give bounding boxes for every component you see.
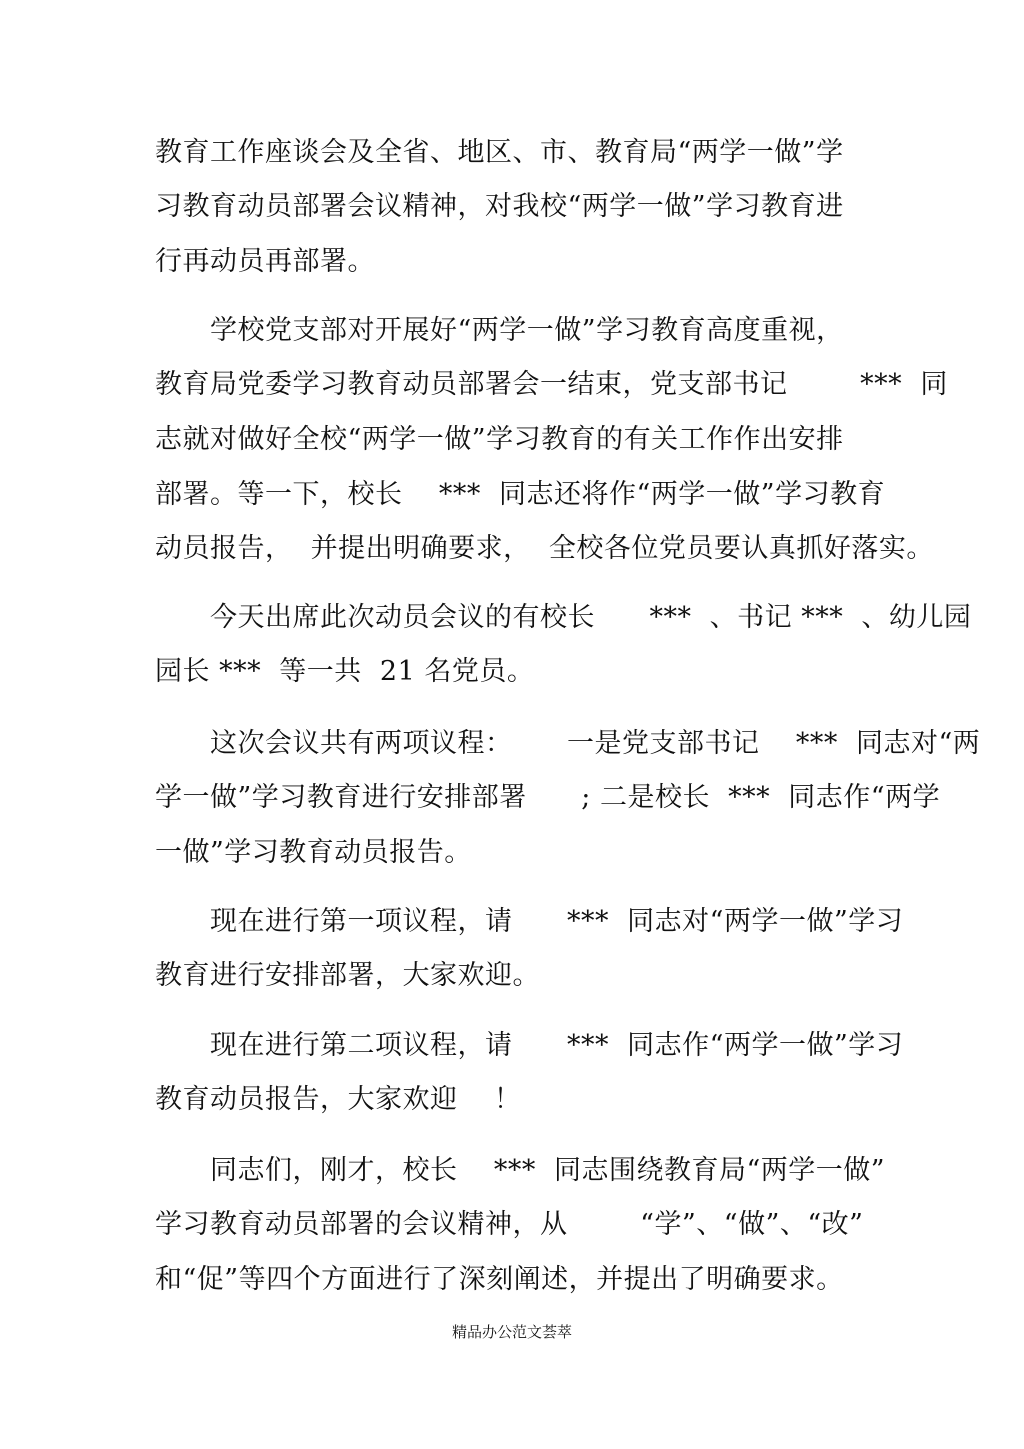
text-line: 这次会议共有两项议程： 一是党支部书记 *** 同志对“两 [210,728,981,759]
text-line: 现在进行第一项议程，请 *** 同志对“两学一做”学习 [210,906,904,937]
text-line: 同志们，刚才，校长 *** 同志围绕教育局“两学一做” [210,1155,886,1186]
text-line: 学校党支部对开展好“两学一做”学习教育高度重视， [210,315,844,346]
text-line: 教育动员报告，大家欢迎 ！ [155,1084,522,1115]
text-line: 动员报告， 并提出明确要求， 全校各位党员要认真抓好落实。 [155,533,934,564]
text-line: 教育进行安排部署，大家欢迎。 [155,960,540,991]
text-line: 今天出席此次动员会议的有校长 *** 、书记 *** 、幼儿园 [210,602,972,633]
text-line: 一做”学习教育动员报告。 [155,837,472,868]
text-line: 和“促”等四个方面进行了深刻阐述，并提出了明确要求。 [155,1264,844,1295]
text-line: 部署。等一下，校长 *** 同志还将作“两学一做”学习教育 [155,479,886,510]
text-line: 教育工作座谈会及全省、地区、市、教育局“两学一做”学 [155,137,844,168]
text-line: 教育局党委学习教育动员部署会一结束，党支部书记 *** 同 [155,369,948,400]
text-line: 学一做”学习教育进行安排部署 ; 二是校长 *** 同志作“两学 [155,782,941,813]
page-footer: 精品办公范文荟萃 [451,1323,572,1341]
text-line: 学习教育动员部署的会议精神，从 “学”、“做”、“改” [155,1209,864,1240]
text-line: 现在进行第二项议程，请 *** 同志作“两学一做”学习 [210,1030,904,1061]
text-line: 志就对做好全校“两学一做”学习教育的有关工作作出安排 [155,424,844,455]
text-line: 行再动员再部署。 [155,246,375,277]
text-line: 园长 *** 等一共 21 名党员。 [155,656,535,687]
text-line: 习教育动员部署会议精神，对我校“两学一做”学习教育进 [155,191,844,222]
